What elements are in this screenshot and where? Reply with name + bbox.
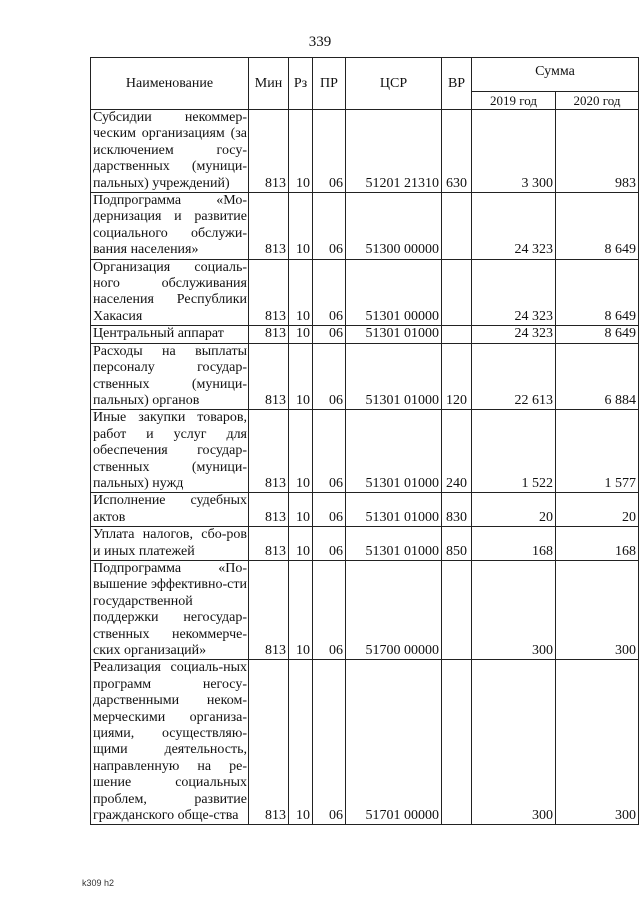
row-2019: 24 323	[472, 259, 556, 326]
row-rz: 10	[289, 193, 313, 260]
row-min: 813	[249, 527, 289, 561]
row-csr: 51300 00000	[346, 193, 442, 260]
table-row	[91, 193, 639, 260]
col-header-sum: Сумма	[472, 58, 639, 92]
row-vr	[442, 193, 472, 260]
row-name: Подпрограмма «По-вышение эффективно-сти государственной поддержки негосудар-ственных некоммерче-ских организаций»	[91, 560, 249, 659]
row-min: 813	[249, 193, 289, 260]
row-2019: 20	[472, 493, 556, 527]
col-header-rz: Рз	[289, 58, 313, 110]
row-rz: 10	[289, 410, 313, 493]
row-rz: 10	[289, 560, 313, 659]
row-pr: 06	[313, 343, 346, 410]
row-csr: 51301 01000	[346, 410, 442, 493]
table-row	[91, 410, 639, 493]
page-number: 339	[308, 34, 332, 50]
budget-table	[90, 57, 639, 825]
row-csr: 51301 01000	[346, 343, 442, 410]
col-header-min: Мин	[249, 58, 289, 110]
row-min: 813	[249, 493, 289, 527]
row-min: 813	[249, 410, 289, 493]
row-2019: 24 323	[472, 326, 556, 343]
col-header-2019: 2019 год	[472, 92, 556, 110]
row-2019: 1 522	[472, 410, 556, 493]
col-header-vr: ВР	[442, 58, 472, 110]
row-2020: 8 649	[556, 259, 639, 326]
row-pr: 06	[313, 660, 346, 825]
row-rz: 10	[289, 527, 313, 561]
row-vr	[442, 259, 472, 326]
row-min: 813	[249, 259, 289, 326]
row-2020: 8 649	[556, 326, 639, 343]
row-csr: 51301 01000	[346, 493, 442, 527]
row-2020: 20	[556, 493, 639, 527]
row-2020: 168	[556, 527, 639, 561]
row-rz: 10	[289, 259, 313, 326]
table-row	[91, 326, 639, 343]
row-name: Субсидии некоммер-ческим организациям (за исключением госу-дарственных (муници-пальных) учреждений)	[91, 110, 249, 193]
row-csr: 51701 00000	[346, 660, 442, 825]
row-vr	[442, 560, 472, 659]
row-pr: 06	[313, 259, 346, 326]
row-pr: 06	[313, 560, 346, 659]
row-name: Уплата налогов, сбо-ров и иных платежей	[91, 527, 249, 561]
header-row	[91, 58, 639, 92]
table-row	[91, 493, 639, 527]
row-name: Организация социаль-ного обслуживания населения Республики Хакасия	[91, 259, 249, 326]
table-row	[91, 259, 639, 326]
footer-code: k309 h2	[82, 878, 115, 888]
row-min: 813	[249, 560, 289, 659]
col-header-2020: 2020 год	[556, 92, 639, 110]
row-pr: 06	[313, 527, 346, 561]
row-name: Расходы на выплаты персоналу государ-ственных (муници-пальных) органов	[91, 343, 249, 410]
row-2020: 983	[556, 110, 639, 193]
row-name: Подпрограмма «Мо-дернизация и развитие социального обслужи-вания населения»	[91, 193, 249, 260]
row-rz: 10	[289, 326, 313, 343]
row-csr: 51301 01000	[346, 527, 442, 561]
row-name: Исполнение судебных актов	[91, 493, 249, 527]
row-pr: 06	[313, 410, 346, 493]
row-min: 813	[249, 326, 289, 343]
row-2019: 300	[472, 560, 556, 659]
col-header-name: Наименование	[91, 58, 249, 110]
table-row	[91, 110, 639, 193]
row-2019: 300	[472, 660, 556, 825]
row-pr: 06	[313, 326, 346, 343]
row-name: Реализация социаль-ных программ негосу-дарственными неком-мерческими организа-циями, осуществляю-щими деятельность, направленную на ре-шение социальных проблем, развитие гражданского обще-ства	[91, 660, 249, 825]
table-row	[91, 660, 639, 825]
row-name: Центральный аппарат	[91, 326, 249, 343]
row-min: 813	[249, 660, 289, 825]
row-min: 813	[249, 343, 289, 410]
row-rz: 10	[289, 660, 313, 825]
row-2020: 300	[556, 660, 639, 825]
row-rz: 10	[289, 110, 313, 193]
row-2019: 22 613	[472, 343, 556, 410]
row-vr: 850	[442, 527, 472, 561]
table-row	[91, 343, 639, 410]
row-2019: 24 323	[472, 193, 556, 260]
row-csr: 51700 00000	[346, 560, 442, 659]
row-csr: 51201 21310	[346, 110, 442, 193]
row-csr: 51301 00000	[346, 259, 442, 326]
row-2019: 168	[472, 527, 556, 561]
table-row	[91, 560, 639, 659]
row-pr: 06	[313, 110, 346, 193]
table-row	[91, 527, 639, 561]
row-pr: 06	[313, 493, 346, 527]
row-name: Иные закупки товаров, работ и услуг для обеспечения государ-ственных (муници-пальных) нужд	[91, 410, 249, 493]
row-2019: 3 300	[472, 110, 556, 193]
row-2020: 1 577	[556, 410, 639, 493]
row-pr: 06	[313, 193, 346, 260]
row-2020: 6 884	[556, 343, 639, 410]
row-2020: 8 649	[556, 193, 639, 260]
col-header-csr: ЦСР	[346, 58, 442, 110]
row-vr: 120	[442, 343, 472, 410]
row-rz: 10	[289, 343, 313, 410]
row-2020: 300	[556, 560, 639, 659]
row-vr: 630	[442, 110, 472, 193]
row-rz: 10	[289, 493, 313, 527]
row-vr	[442, 326, 472, 343]
row-min: 813	[249, 110, 289, 193]
row-vr: 240	[442, 410, 472, 493]
row-vr: 830	[442, 493, 472, 527]
col-header-pr: ПР	[313, 58, 346, 110]
row-csr: 51301 01000	[346, 326, 442, 343]
row-vr	[442, 660, 472, 825]
